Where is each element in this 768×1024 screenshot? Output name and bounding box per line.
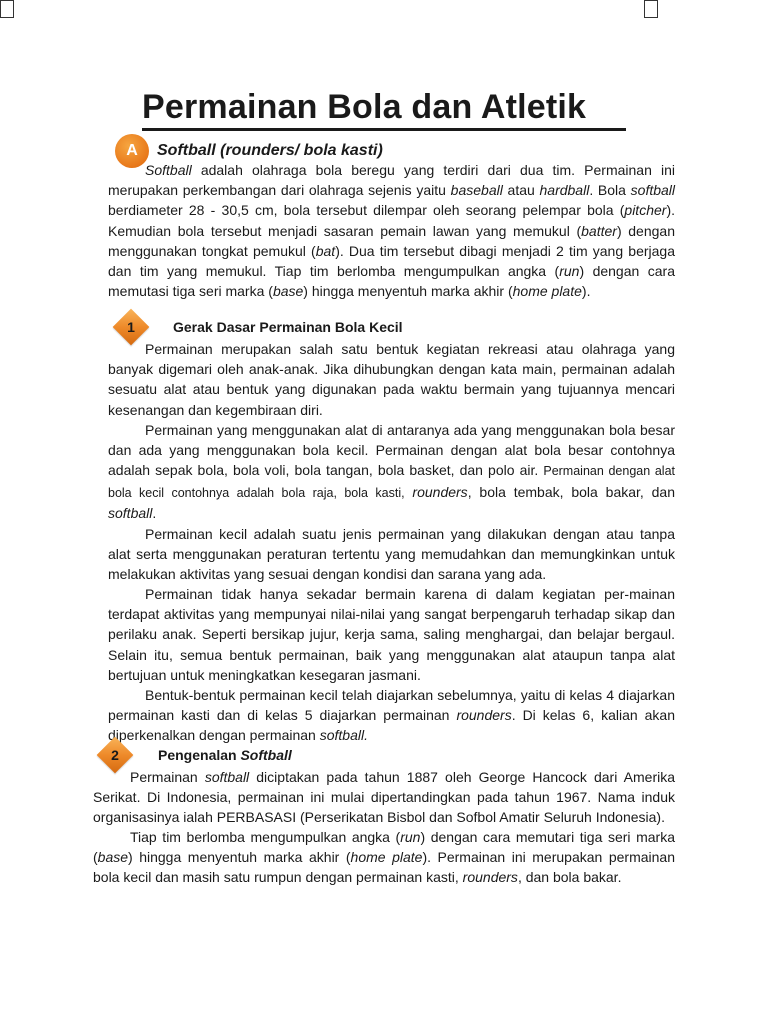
text-run: ). Permainan ini merupakan permainan bola kecil dan masih satu rumpun dengan permainan kasti, [93, 849, 675, 886]
text-run: Bentuk-bentuk permainan kecil telah diajarkan sebelumnya, yaitu di kelas 4 diajarkan permainan kasti dan di kelas 5 diajarkan permainan [108, 687, 675, 724]
italic-term: softball. [319, 727, 368, 744]
text-run: Permainan kecil adalah suatu jenis permainan yang dilakukan dengan atau tanpa alat serta menggunakan peraturan tertentu yang memudahkan dan memungkinkan untuk melakukan aktivitas yang sesuai dengan kondisi dan sarana yang ada. [108, 526, 675, 583]
text-run: Tiap tim berlomba mengumpulkan angka ( [130, 829, 401, 845]
text-run: . [152, 504, 157, 521]
crop-mark-left [0, 0, 14, 18]
italic-term: softball [204, 769, 250, 785]
text-run: , bola tembak, bola bakar, dan [467, 483, 676, 500]
section-1-paragraph-3 [108, 524, 675, 585]
text-run: adalah olahraga bola beregu yang terdiri dari dua tim. Permainan ini merupakan perkembangan dari olahraga sejenis yaitu [108, 162, 675, 199]
page-title: Permainan Bola dan Atletik [142, 88, 587, 126]
italic-term: bat [315, 242, 336, 259]
text-run: ). Dua tim tersebut dibagi menjadi 2 tim yang berjaga dan tim yang memukul. Tiap tim berlomba mengumpulkan angka ( [108, 242, 675, 280]
text-run: Permainan tidak hanya sekadar bermain karena di dalam kegiatan per-mainan terdapat aktivitas yang mempunyai nilai-nilai yang sangat berpengaruh terhadap sikap dan perilaku anak. Seperti bersikap jujur, kerja sama, saling menghargai, dan belajar bergaul. Selain itu, semua bentuk permainan, baik yang menggunakan alat ataupun tanpa alat bertujuan untuk meningkatkan kesegaran jasmani. [108, 586, 675, 683]
text-run: ) hingga menyentuh marka akhir ( [128, 849, 351, 866]
title-underline [142, 128, 626, 131]
section-1-number: 1 [127, 319, 135, 335]
crop-mark-right [644, 0, 658, 18]
text-run: Permainan dengan alat bola kecil contohnya adalah bola raja, bola kasti, [108, 464, 675, 500]
text-run: ) dengan cara memutari tiga seri marka ( [93, 829, 675, 866]
italic-term: rounders [412, 483, 468, 500]
text-run: ). [581, 283, 591, 300]
italic-term: baseball [450, 182, 503, 199]
section-1-heading: Gerak Dasar Permainan Bola Kecil [173, 319, 403, 335]
italic-term: softball [630, 182, 676, 199]
section-2-heading-italic: Softball [240, 747, 292, 763]
section-2-paragraph-1 [93, 767, 675, 828]
text-run: , dan bola bakar. [517, 869, 622, 886]
text-run: Permainan merupakan salah satu bentuk kegiatan rekreasi atau olahraga yang banyak digemari oleh anak-anak. Jika dihubungkan dengan kata main, permainan adalah sesuatu alat atau bentuk yang digunakan pada waktu bermain yang tujuannya mencari kesenangan dan kegembiraan diri. [108, 341, 675, 418]
text-run: ) dengan cara memutasi tiga seri marka ( [108, 263, 675, 300]
text-run: . Di kelas 6, kalian akan diperkenalkan dengan permainan [108, 707, 675, 744]
text-run: . Bola [589, 182, 631, 199]
italic-term: hardball [539, 182, 590, 199]
text-run: ). Kemudian bola tersebut menjadi sasaran pemain lawan yang memukul ( [108, 202, 675, 239]
italic-term: pitcher [624, 202, 667, 219]
section-1-paragraph-2 [108, 420, 675, 523]
italic-term: run [400, 829, 421, 845]
italic-term: batter [581, 222, 617, 239]
section-1-paragraph-4 [108, 584, 675, 685]
italic-term: home plate [512, 283, 582, 300]
italic-term: softball [108, 504, 153, 521]
text-run: ) dengan menggunakan tongkat pemukul ( [108, 222, 675, 259]
text-run: berdiameter 28 - 30,5 cm, bola tersebut dilempar oleh seorang pelempar bola ( [108, 202, 625, 219]
italic-term: rounders [456, 707, 512, 724]
section-1-paragraph-1 [108, 339, 675, 420]
text-run: diciptakan pada tahun 1887 oleh George Hancock dari Amerika Serikat. Di Indonesia, permainan ini mulai dipertandingkan pada tahun 1967. Nama induk organisasinya ialah PERBASASI (Perserikatan Bisbol dan Sofbol Amatir Seluruh Indonesia). [93, 769, 676, 826]
text-run: atau [502, 182, 540, 199]
text-run: Permainan [130, 769, 205, 785]
italic-term: Softball [145, 162, 192, 178]
italic-term: home plate [350, 849, 423, 866]
section-a-heading: Softball (rounders/ bola kasti) [157, 142, 383, 159]
section-a-paragraph [108, 160, 675, 301]
italic-term: run [559, 263, 580, 280]
section-1-paragraph-5 [108, 685, 675, 746]
text-run: ) hingga menyentuh marka akhir ( [303, 283, 513, 300]
section-2-paragraph-2 [93, 827, 675, 888]
italic-term: rounders [462, 869, 518, 886]
section-2-number: 2 [111, 747, 119, 763]
text-run: Permainan yang menggunakan alat di antaranya ada yang menggunakan bola besar dan ada yang menggunakan bola kecil. Permainan dengan alat bola besar contohnya adalah sepak bola, bola voli, bola tangan, bola basket, dan polo air. [108, 422, 675, 479]
section-a-badge: A [115, 134, 149, 168]
section-2-heading-text: Pengenalan [158, 747, 241, 763]
italic-term: base [97, 849, 129, 866]
italic-term: base [272, 283, 304, 300]
section-2-heading [158, 747, 292, 763]
